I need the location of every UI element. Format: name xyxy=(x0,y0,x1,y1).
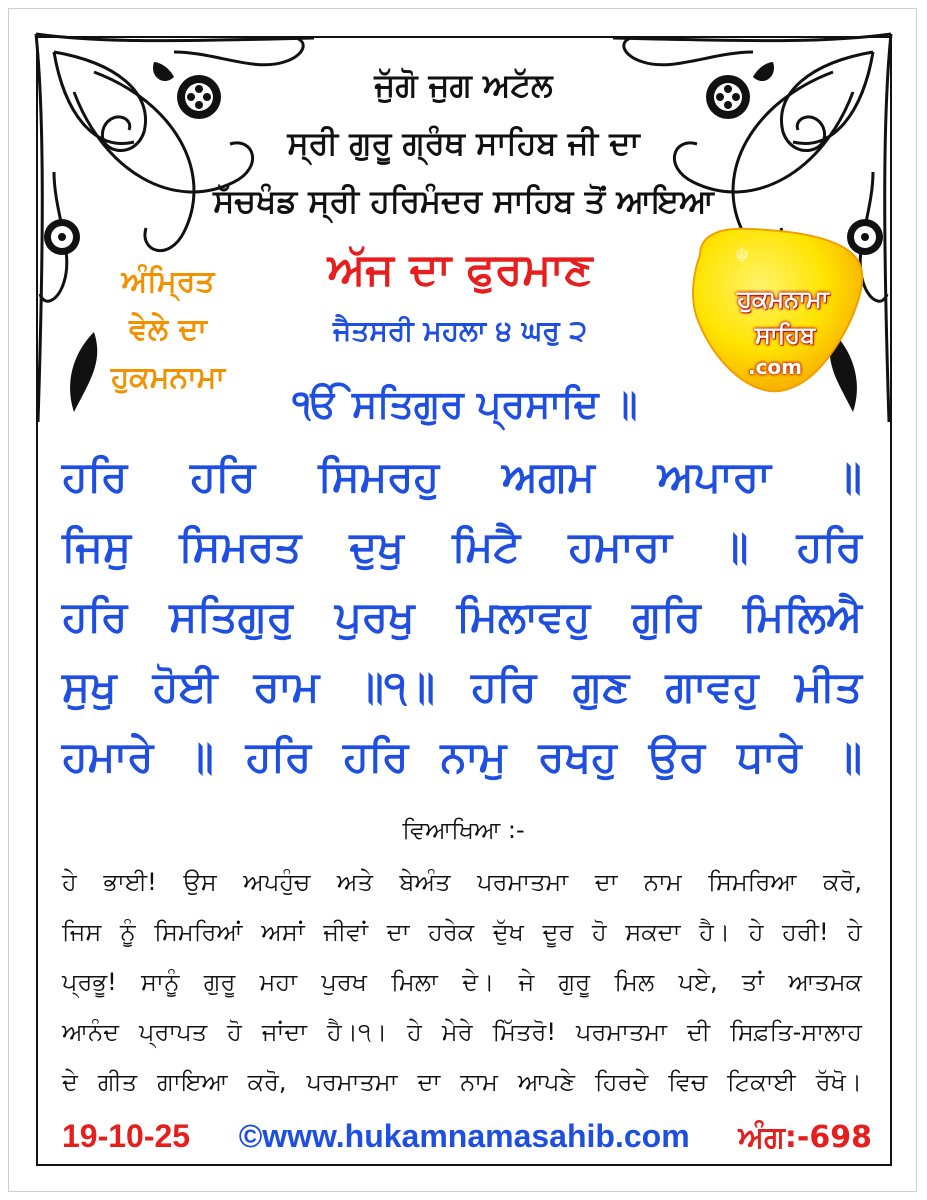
amrit-line-2: ਵੇਲੇ ਦਾ xyxy=(129,312,207,347)
gurbani-line: ਹਮਾਰੇ ॥ ਹਰਿ ਹਰਿ ਨਾਮੁ ਰਖਹੁ ਉਰ ਧਾਰੇ ॥ xyxy=(62,732,862,781)
gurbani-line: ਹਰਿ ਸਤਿਗੁਰੁ ਪੁਰਖੁ ਮਿਲਾਵਹੁ ਗੁਰਿ ਮਿਲਿਐ xyxy=(62,592,862,641)
explanation-label: ਵਿਆਖਿਆ :- xyxy=(402,816,525,844)
gurbani-line: ਹਰਿ ਹਰਿ ਸਿਮਰਹੁ ਅਗਮ ਅਪਾਰਾ ॥ xyxy=(62,452,862,501)
logo-text-1: ਹੁਕਮਨਾਮਾ xyxy=(737,285,829,313)
explanation-line: ਆਨੰਦ ਪ੍ਰਾਪਤ ਹੋ ਜਾਂਦਾ ਹੈ।੧। ਹੇ ਮੇਰੇ ਮਿੱਤਰੋ! ਪਰਮਾਤਮਾ ਦੀ ਸਿਫ਼ਤਿ-ਸਾਲਾਹ xyxy=(62,1018,862,1046)
header-line-2: ਸ੍ਰੀ ਗੁਰੂ ਗ੍ਰੰਥ ਸਾਹਿਬ ਜੀ ਦਾ xyxy=(287,124,640,162)
logo-text-2: ਸਾਹਿਬ xyxy=(754,321,816,349)
header-line-3: ਸੱਚਖੰਡ ਸ੍ਰੀ ਹਰਿਮੰਦਰ ਸਾਹਿਬ ਤੋਂ ਆਇਆ xyxy=(213,182,714,220)
footer-website-link[interactable]: ©www.hukamnamasahib.com xyxy=(238,1118,690,1154)
header-line-1: ਜੁੱਗੋ ਜੁਗ ਅਟੱਲ xyxy=(374,66,553,104)
footer-ang-number: ਅੰਗ:-698 xyxy=(738,1120,872,1155)
hukamnama-sahib-logo xyxy=(680,225,870,395)
mool-mantar: ੴ ਸਤਿਗੁਰ ਪ੍ਰਸਾਦਿ ॥ xyxy=(292,382,638,426)
amrit-vela-label xyxy=(78,258,258,402)
amrit-line-3: ਹੁਕਮਨਾਮਾ xyxy=(110,360,226,395)
explanation-line: ਜਿਸ ਨੂੰ ਸਿਮਰਿਆਂ ਅਸਾਂ ਜੀਵਾਂ ਦਾ ਹਰੇਕ ਦੁੱਖ ਦੂਰ ਹੋ ਸਕਦਾ ਹੈ। ਹੇ ਹਰੀ! ਹੇ xyxy=(62,918,862,946)
raag-heading: ਜੈਤਸਰੀ ਮਹਲਾ ੪ ਘਰੁ ੨ xyxy=(333,314,587,347)
explanation-line: ਹੇ ਭਾਈ! ਉਸ ਅਪਹੁੰਚ ਅਤੇ ਬੇਅੰਤ ਪਰਮਾਤਮਾ ਦਾ ਨਾਮ ਸਿਮਰਿਆ ਕਰੋ, xyxy=(62,868,862,896)
explanation-line: ਦੇ ਗੀਤ ਗਾਇਆ ਕਰੋ, ਪਰਮਾਤਮਾ ਦਾ ਨਾਮ ਆਪਣੇ ਹਿਰਦੇ ਵਿਚ ਟਿਕਾਈ ਰੱਖੋ। xyxy=(62,1068,862,1096)
khanda-icon: ☬ xyxy=(734,243,750,267)
footer xyxy=(62,1118,872,1155)
gurbani-line: ਜਿਸੁ ਸਿਮਰਤ ਦੁਖੁ ਮਿਟੈ ਹਮਾਰਾ ॥ ਹਰਿ xyxy=(62,522,862,571)
page-title: ਅੱਜ ਦਾ ਫੁਰਮਾਣ xyxy=(327,244,593,295)
explanation-line: ਪ੍ਰਭੂ! ਸਾਨੂੰ ਗੁਰੂ ਮਹਾ ਪੁਰਖ ਮਿਲਾ ਦੇ। ਜੇ ਗੁਰੂ ਮਿਲ ਪਏ, ਤਾਂ ਆਤਮਕ xyxy=(62,968,862,996)
logo-text-3: .com xyxy=(747,355,803,379)
footer-date: 19-10-25 xyxy=(62,1118,191,1154)
gurbani-line: ਸੁਖੁ ਹੋਈ ਰਾਮ ॥੧॥ ਹਰਿ ਗੁਣ ਗਾਵਹੁ ਮੀਤ xyxy=(62,662,862,711)
amrit-line-1: ਅੰਮ੍ਰਿਤ xyxy=(121,264,215,299)
